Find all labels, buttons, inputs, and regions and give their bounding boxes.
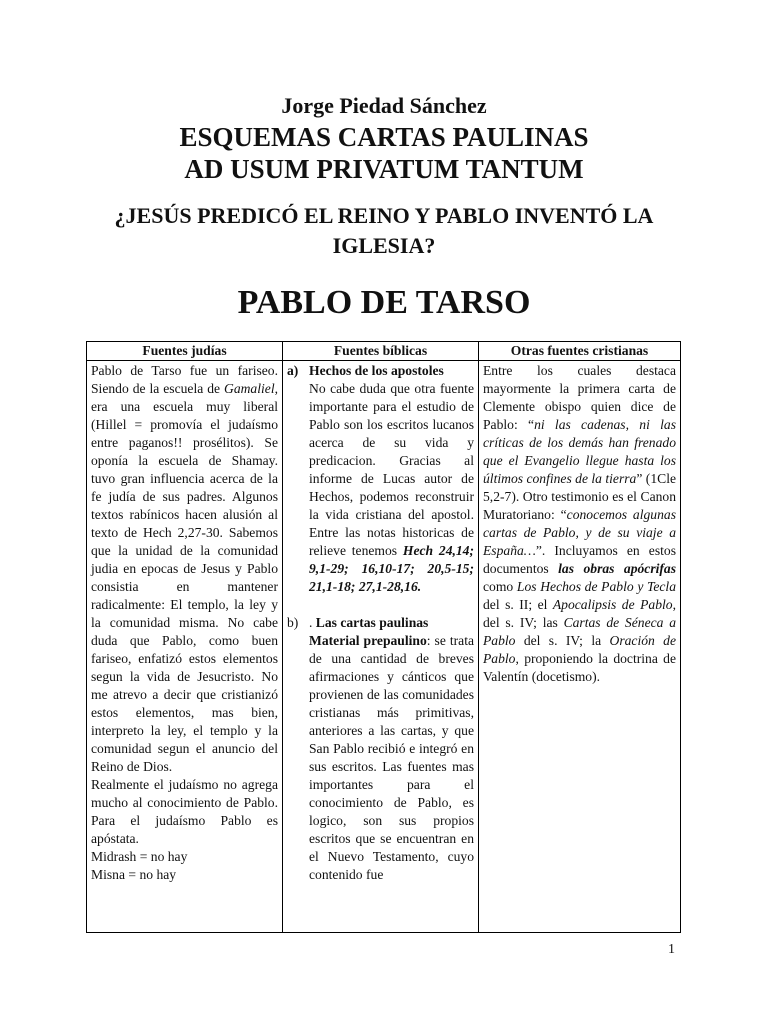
text-run: Entre los cuales destaca mayormente la primera carta de Clemente obispo quien dice de Pablo: “ <box>483 363 676 432</box>
other-sources-paragraph <box>483 362 676 686</box>
obras-apocrifas: las obras apócrifas <box>558 561 676 576</box>
text-run: del s. II; el <box>483 597 553 612</box>
subtitle-line-1: ¿JESÚS PREDICÓ EL REINO Y PABLO INVENTÓ LA <box>114 203 654 228</box>
text-run: ”. Incluyamos en estos documentos <box>483 543 676 576</box>
cartas-heading-line <box>309 614 474 632</box>
list-item-cartas <box>287 614 474 884</box>
misna-line: Misna = no hay <box>91 867 177 882</box>
hechos-references: Hech 24,14; 9,1-29; 16,10-17; 20,5-15; 21,1-18; 27,1-28,16. <box>309 543 475 594</box>
hechos-pablo-tecla: Los Hechos de Pablo y Tecla <box>516 579 676 594</box>
list-marker-b: b) <box>287 615 299 630</box>
text-run: , era una escuela muy liberal (Hillel = promovía el judaísmo entre paganos!! prosélitos). Se oponía la escuela de Shamay. tuvo gran influencia acerca de la fe judía de sus padres. Algunos textos rabínicos hacen alusión al texto de Hech 2,27-30. Sabemos que la unidad de la comunidad judia en epocas de Jesus y Pablo consistia en mantener radicalmente: El templo, la ley y la comunidad misma. No cabe duda que Pablo, como buen fariseo, enfatizó estos elementos segun la vida de Jesucristo. No me atrevo a decir que cristianizó estos elementos, mas bien, interpreto la ley, el templo y la comunidad segun el anuncio del Reino de Dios. <box>91 381 278 774</box>
midrash-line: Midrash = no hay <box>91 849 188 864</box>
apocalipsis-pablo: Apocalipsis de Pablo <box>552 597 673 612</box>
spacer <box>287 596 474 614</box>
muratoriano-quote: conocemos algunas cartas de Pablo, y de su viaje a España… <box>483 507 676 558</box>
text-run: Pablo de Tarso fue un fariseo. Siendo de la escuela de <box>91 363 278 396</box>
text-run: del s. IV; la <box>515 633 610 648</box>
author-name: Jorge Piedad Sánchez <box>281 93 487 118</box>
main-title: PABLO DE TARSO <box>237 284 531 321</box>
clemente-quote: ni las cadenas, ni las críticas de los demás han frenado que el Evangelio llegue hasta los últimos confines de la tierra <box>483 417 676 486</box>
oracion-pablo: Oración de Pablo <box>483 633 676 666</box>
list-item-hechos <box>287 362 474 596</box>
hechos-heading: Hechos de los apostoles <box>309 363 444 378</box>
table-header-row <box>87 342 681 361</box>
header-fuentes-biblicas: Fuentes bíblicas <box>283 342 479 361</box>
table-row <box>87 361 681 933</box>
list-marker-a: a) <box>287 363 299 378</box>
jewish-sources-paragraph-1 <box>91 362 278 776</box>
text-run: , del s. IV; las <box>483 597 676 630</box>
page-number: 1 <box>668 942 675 957</box>
document-title-line-1: ESQUEMAS CARTAS PAULINAS <box>179 122 589 152</box>
hechos-body <box>309 362 474 596</box>
text-run: , proponiendo la doctrina de Valentín (docetismo). <box>483 651 676 684</box>
cartas-seneca: Cartas de Séneca a Pablo <box>483 615 676 648</box>
cartas-text: : se trata de una cantidad de breves afirmaciones y cánticos que provienen de las comunidades cristianas más primitivas, anteriores a las cartas, y que San Pablo recibió e integró en sus escritos. Las fuentes mas importantes para el conocimiento de Pablo, es logico, son sus propios escritos que se encuentran en el Nuevo Testamento, cuyo contenido fue <box>309 633 475 882</box>
cell-fuentes-biblicas <box>283 361 479 933</box>
cartas-heading: Las cartas paulinas <box>315 615 429 630</box>
cell-fuentes-judias <box>87 361 283 933</box>
text-run: como <box>483 579 517 594</box>
gamaliel-italic: Gamaliel <box>224 381 275 396</box>
document-title-line-2: AD USUM PRIVATUM TANTUM <box>184 154 584 184</box>
material-prepaulino-heading: Material prepaulino <box>309 633 427 648</box>
cartas-body <box>309 614 474 884</box>
text-run: ” (1Cle 5,2-7). Otro testimonio es el Canon Muratoriano: “ <box>483 471 677 522</box>
text-run: . <box>309 615 316 630</box>
hechos-text: No cabe duda que otra fuente importante para el estudio de Pablo son los escritos lucanos acerca de su vida y predicacion. Gracias al informe de Lucas autor de Hechos, podemos reconstruir la vida cristiana del apostol. Entre las notas historicas de relieve tenemos <box>309 381 474 558</box>
subtitle-line-2: IGLESIA? <box>332 233 436 258</box>
sources-table <box>86 341 681 933</box>
cell-otras-fuentes <box>479 361 681 933</box>
subtitle-question <box>0 201 768 261</box>
header-otras-fuentes: Otras fuentes cristianas <box>479 342 681 361</box>
header-fuentes-judias: Fuentes judías <box>87 342 283 361</box>
jewish-sources-paragraph-2: Realmente el judaísmo no agrega mucho al conocimiento de Pablo. Para el judaísmo Pablo es apóstata. <box>91 777 278 846</box>
